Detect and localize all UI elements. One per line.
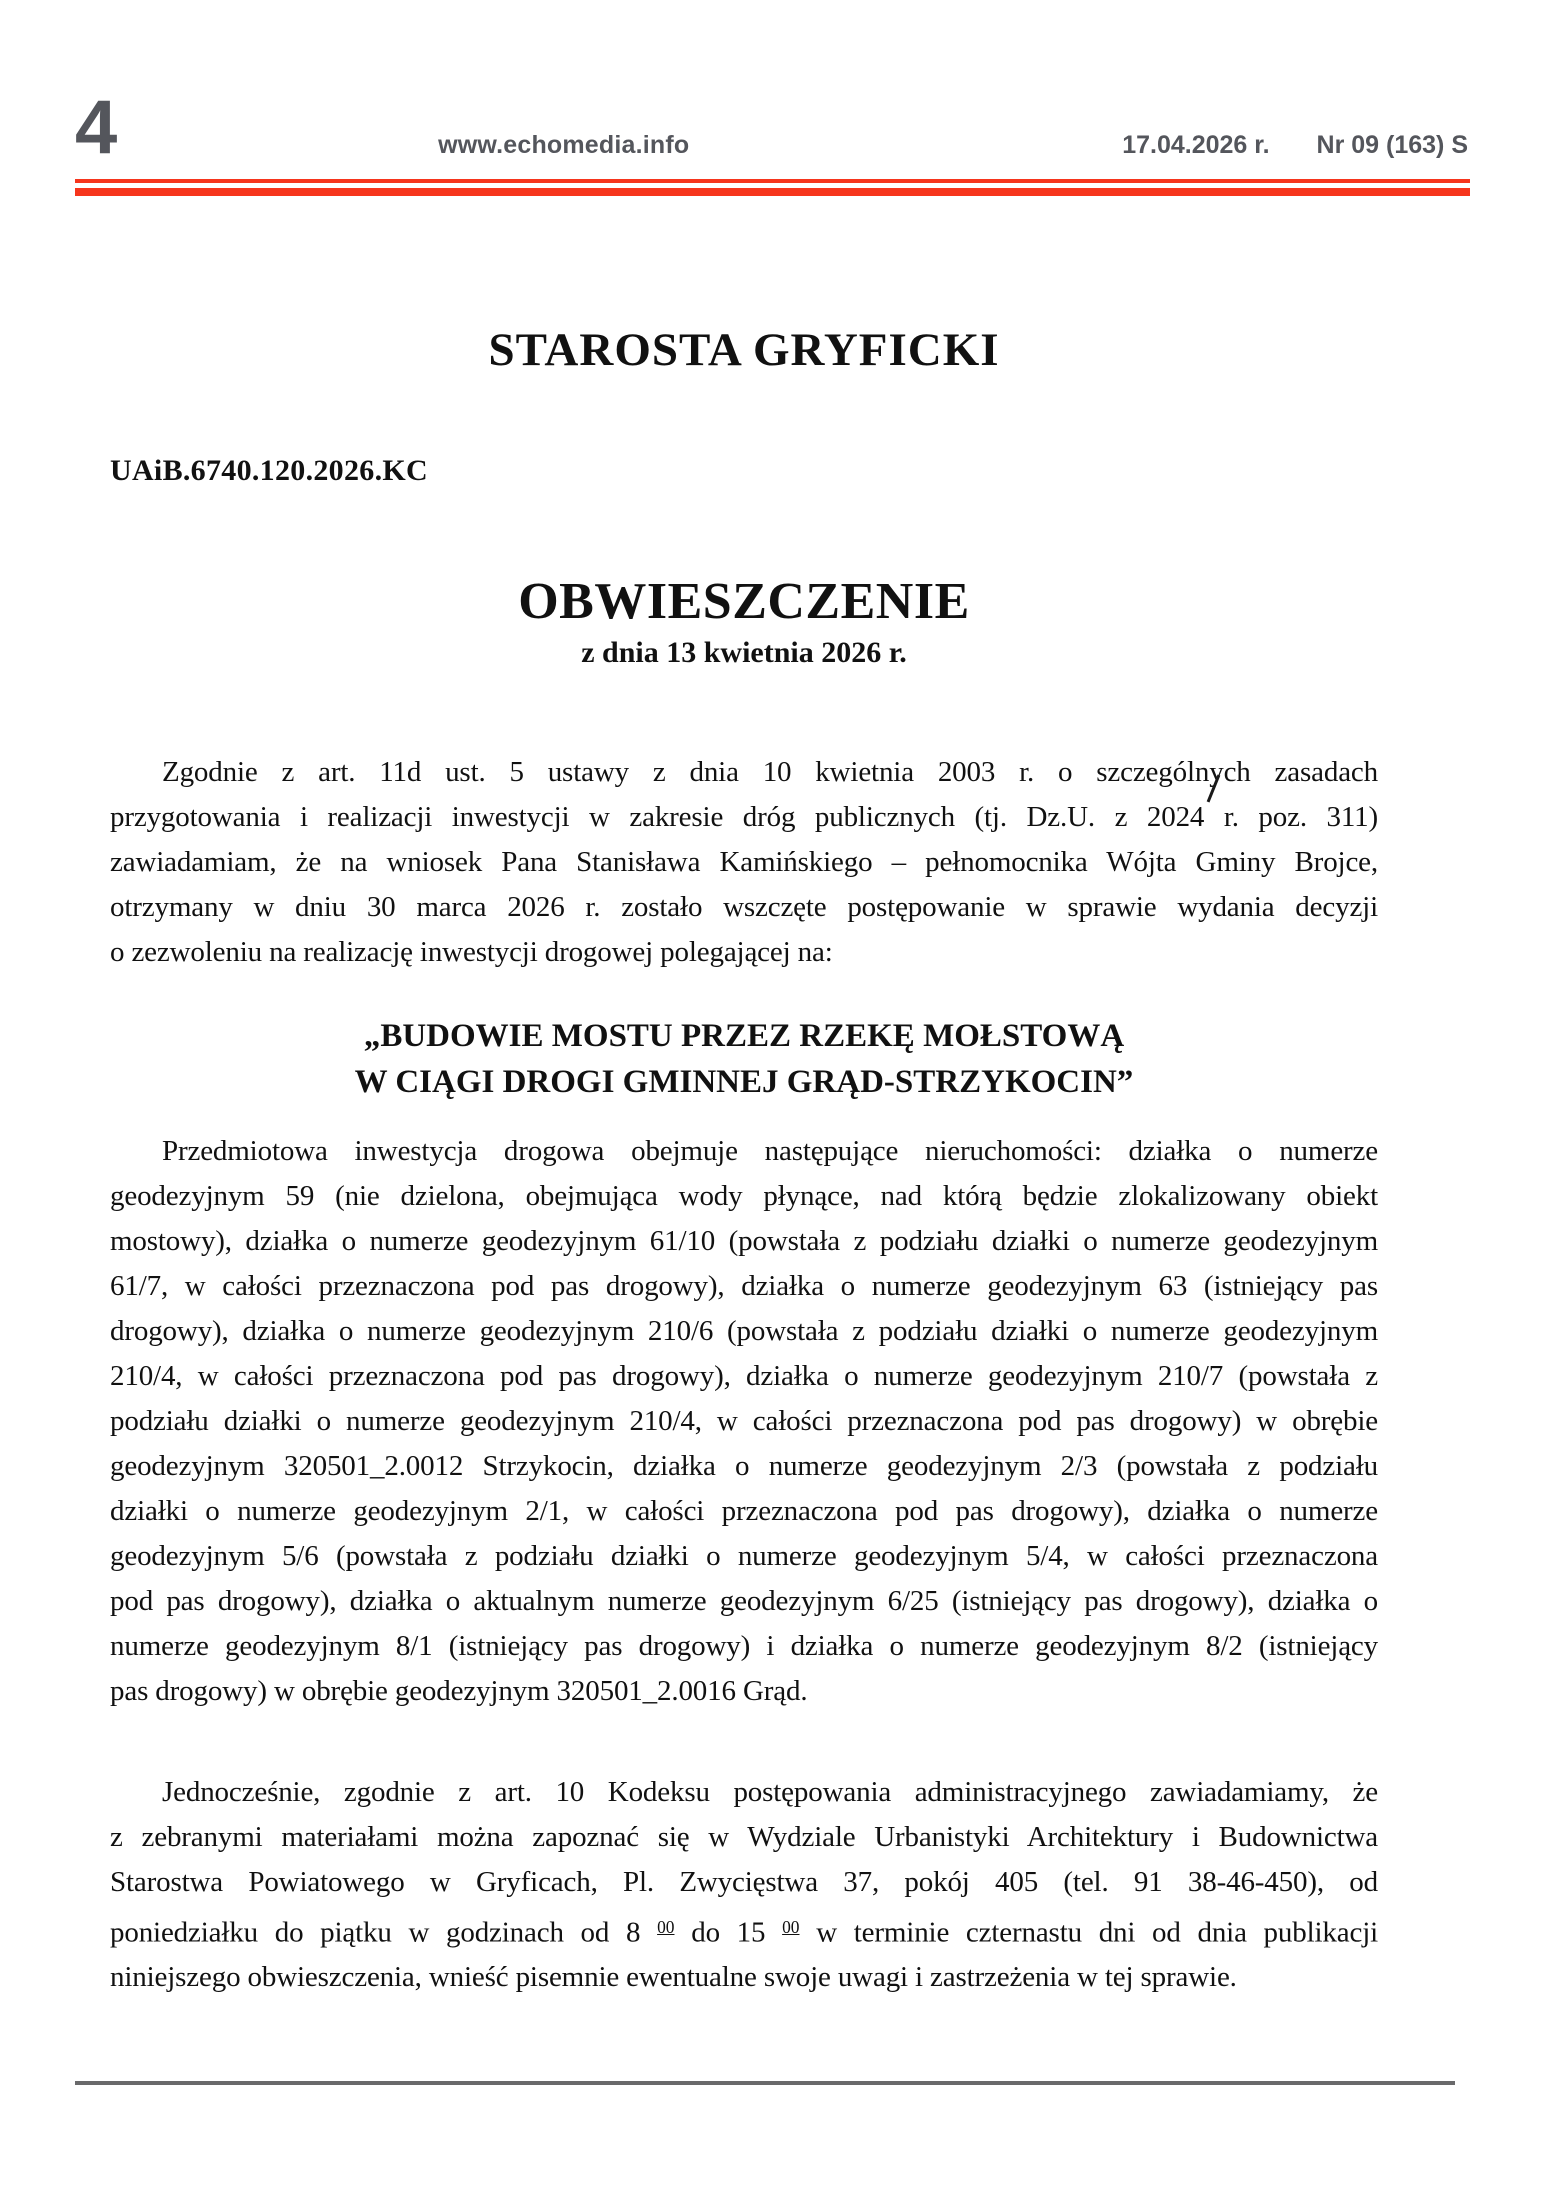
text-line: poniedziałku do piątku w godzinach od 8 $^{00}$ do 15 $^{00}$ w terminie czternastu dni od dnia publikacji <box>110 1916 1379 1949</box>
paragraph-information <box>110 1770 1378 2001</box>
text-line: Starostwa Powiatowego w Gryficach, Pl. Zwycięstwa 37, pokój 405 (tel. 91 38-46-450), od <box>110 1865 1378 1898</box>
subject-heading <box>110 1013 1378 1105</box>
text-line: W CIĄGI DROGI GMINNEJ GRĄD-STRZYKOCIN” <box>354 1063 1134 1100</box>
header-rule-thick <box>75 188 1470 196</box>
text-line: pod pas drogowy), działka o aktualnym numerze geodezyjnym 6/25 (istniejący pas drogowy), działka o <box>110 1584 1378 1617</box>
paragraph-properties <box>110 1129 1378 1714</box>
case-number: UAiB.6740.120.2026.KC <box>110 453 428 487</box>
text-line: geodezyjnym 320501_2.0012 Strzykocin, działka o numerze geodezyjnym 2/3 (powstała z podziału <box>110 1449 1378 1482</box>
text-line: numerze geodezyjnym 8/1 (istniejący pas drogowy) i działka o numerze geodezyjnym 8/2 (istniejący <box>110 1629 1378 1662</box>
notice-title: OBWIESZCZENIE <box>518 572 970 630</box>
text-line: 210/4, w całości przeznaczona pod pas drogowy), działka o numerze geodezyjnym 210/7 (powstała z <box>110 1359 1378 1392</box>
text-line: Jednocześnie, zgodnie z art. 10 Kodeksu postępowania administracyjnego zawiadamiamy, że <box>162 1775 1378 1808</box>
text-line: 61/7, w całości przeznaczona pod pas drogowy), działka o numerze geodezyjnym 63 (istniejący pas <box>110 1269 1378 1302</box>
text-line: o zezwoleniu na realizację inwestycji drogowej polegającej na: <box>110 935 833 968</box>
notice-date: z dnia 13 kwietnia 2026 r. <box>581 635 907 669</box>
bottom-rule <box>75 2081 1455 2085</box>
text-line: Zgodnie z art. 11d ust. 5 ustawy z dnia 10 kwietnia 2003 r. o szczególnych zasadach <box>162 755 1378 788</box>
text-line: przygotowania i realizacji inwestycji w zakresie dróg publicznych (tj. Dz.U. z 2024 r. poz. 311) <box>110 800 1378 833</box>
site-url: www.echomedia.info <box>438 131 690 159</box>
paragraph-legal-basis <box>110 750 1378 975</box>
announcement-document <box>0 322 1558 2001</box>
text-line: działki o numerze geodezyjnym 2/1, w całości przeznaczona pod pas drogowy), działka o numerze <box>110 1494 1378 1527</box>
header-rule-thin <box>75 179 1470 183</box>
text-line: pas drogowy) w obrębie geodezyjnym 320501_2.0016 Grąd. <box>110 1674 808 1707</box>
text-line: z zebranymi materiałami można zapoznać się w Wydziale Urbanistyki Architektury i Budownictwa <box>110 1820 1378 1853</box>
text-line: geodezyjnym 5/6 (powstała z podziału działki o numerze geodezyjnym 5/4, w całości przeznaczona <box>110 1539 1378 1572</box>
issue-date: 17.04.2026 r. <box>1122 131 1270 159</box>
text-line: drogowy), działka o numerze geodezyjnym 210/6 (powstała z podziału działki o numerze geodezyjnym <box>110 1314 1378 1347</box>
issue-info <box>1122 131 1468 160</box>
authority-title: STAROSTA GRYFICKI <box>488 323 1000 376</box>
text-line: zawiadamiam, że na wniosek Pana Stanisława Kamińskiego – pełnomocnika Wójta Gminy Brojce, <box>110 845 1378 878</box>
text-line: niniejszego obwieszczenia, wnieść pisemnie ewentualne swoje uwagi i zastrzeżenia w tej sprawie. <box>110 1961 1237 1994</box>
text-line: mostowy), działka o numerze geodezyjnym 61/10 (powstała z podziału działki o numerze geodezyjnym <box>110 1224 1378 1257</box>
issue-number: Nr 09 (163) S <box>1316 131 1468 159</box>
text-line: podziału działki o numerze geodezyjnym 210/4, w całości przeznaczona pod pas drogowy) w obrębie <box>110 1404 1378 1437</box>
text-line: „BUDOWIE MOSTU PRZEZ RZEKĘ MOŁSTOWĄ <box>363 1017 1125 1054</box>
page-header <box>0 0 1558 170</box>
text-line: geodezyjnym 59 (nie dzielona, obejmująca wody płynące, nad którą będzie zlokalizowany obiekt <box>110 1179 1378 1212</box>
page-number: 4 <box>75 85 116 170</box>
text-line: otrzymany w dniu 30 marca 2026 r. zostało wszczęte postępowanie w sprawie wydania decyzji <box>110 890 1378 923</box>
text-line: Przedmiotowa inwestycja drogowa obejmuje następujące nieruchomości: działka o numerze <box>162 1134 1378 1167</box>
